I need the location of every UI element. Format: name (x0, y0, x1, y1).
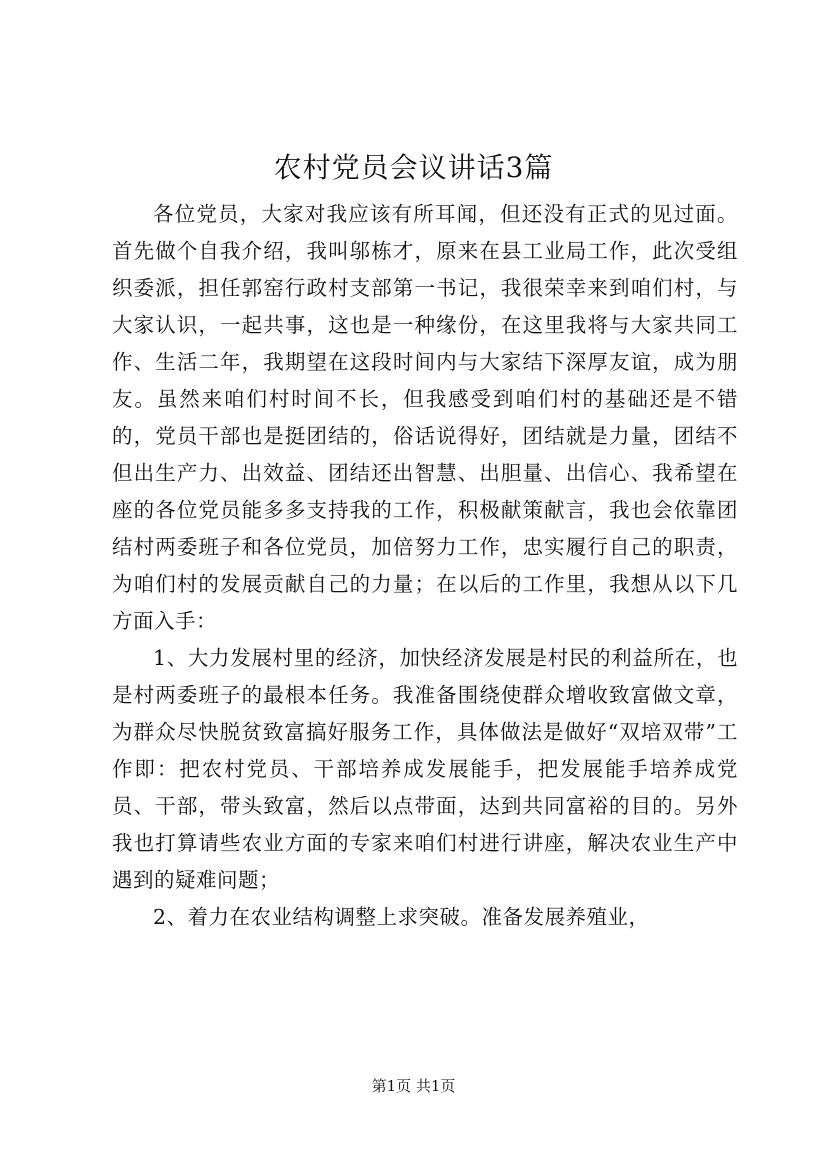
page-footer: 第1页 共1页 (371, 1077, 456, 1095)
paragraph-point-1: 1、大力发展村里的经济，加快经济发展是村民的利益所在，也是村两委班子的最根本任务。我准备围绕使群众增收致富做文章，为群众尽快脱贫致富搞好服务工作，具体做法是做好“双培双带”工作即：把农村党员、干部培养成发展能手，把发展能手培养成党员、干部，带头致富，然后以点带面，达到共同富裕的目的。另外我也打算请些农业方面的专家来咱们村进行讲座，解决农业生产中遇到的疑难问题； (112, 646, 738, 892)
document-body (112, 196, 738, 936)
document-title: 农村党员会议讲话3篇 (273, 151, 554, 184)
paragraph-intro: 各位党员，大家对我应该有所耳闻，但还没有正式的见过面。首先做个自我介绍，我叫邬栋才，原来在县工业局工作，此次受组织委派，担任郭窑行政村支部第一书记，我很荣幸来到咱们村，与大家认识，一起共事，这也是一种缘份，在这里我将与大家共同工作、生活二年，我期望在这段时间内与大家结下深厚友谊，成为朋友。虽然来咱们村时间不长，但我感受到咱们村的基础还是不错的，党员干部也是挺团结的，俗话说得好，团结就是力量，团结不但出生产力、出效益、团结还出智慧、出胆量、出信心、我希望在座的各位党员能多多支持我的工作，积极献策献言，我也会依靠团结村两委班子和各位党员，加倍努力工作，忠实履行自己的职责，为咱们村的发展贡献自己的力量；在以后的工作里，我想从以下几方面入手： (112, 202, 738, 633)
paragraph-point-2: 2、着力在农业结构调整上求突破。准备发展养殖业， (153, 905, 650, 929)
